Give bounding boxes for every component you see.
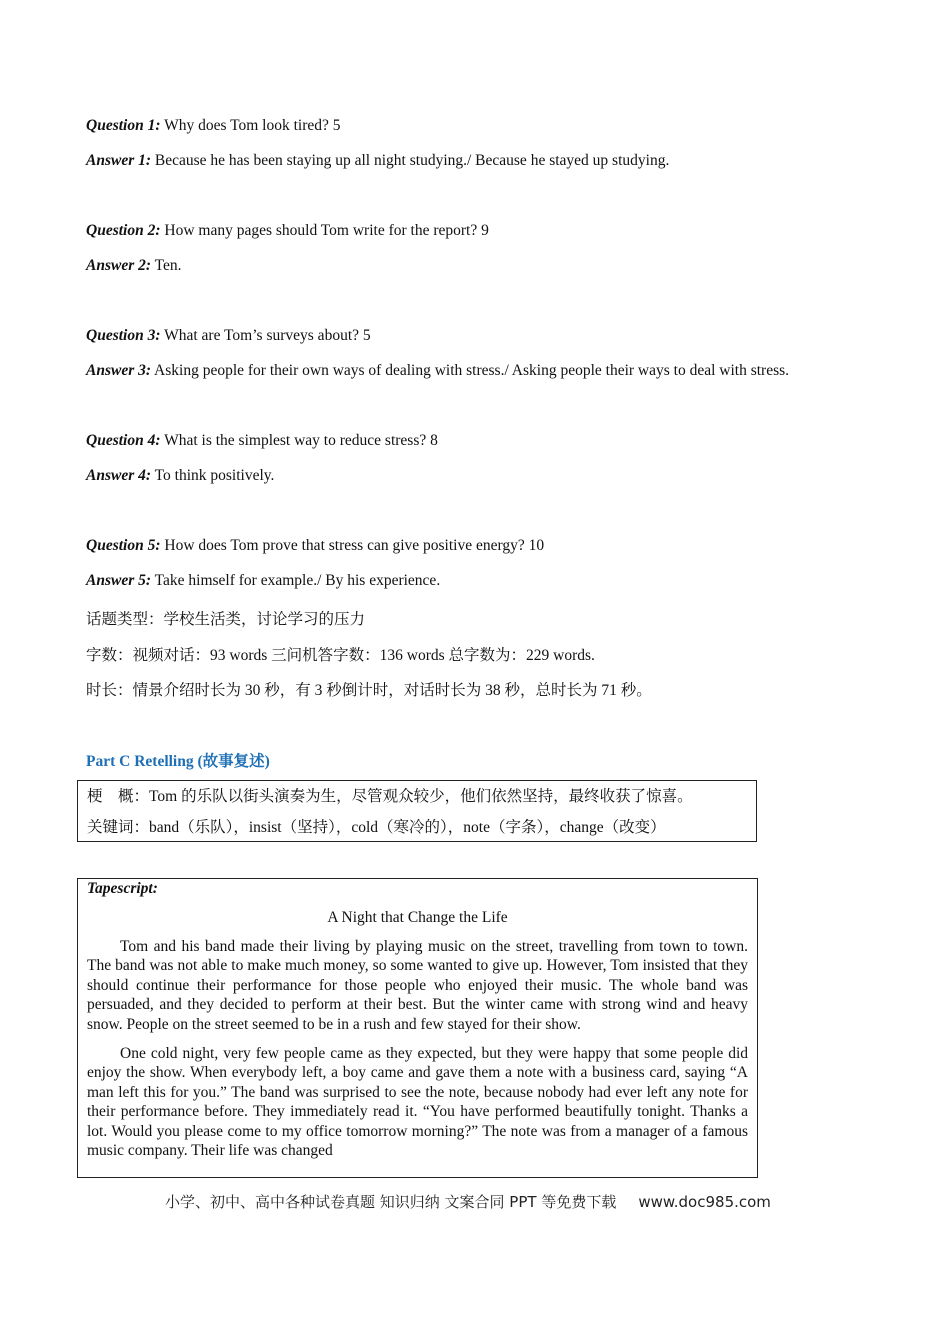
- answer-label: Answer 2:: [86, 257, 152, 274]
- question-2: [86, 222, 489, 240]
- question-text: Why does Tom look tired? 5: [160, 117, 341, 134]
- answer-5: [86, 572, 440, 590]
- answer-text: Asking people for their own ways of dealing with stress./ Asking people their ways to deal with stress.: [151, 362, 790, 379]
- duration: 时长：情景介绍时长为 30 秒，有 3 秒倒计时，对话时长为 38 秒，总时长为 71 秒。: [86, 682, 652, 699]
- answer-4: [86, 467, 274, 485]
- question-text: What are Tom’s surveys about? 5: [160, 327, 371, 344]
- question-3: [86, 327, 371, 345]
- summary-box: [77, 780, 757, 842]
- tapescript-paragraph: Tom and his band made their living by playing music on the street, travelling from town to town. The band was not able to make much money, so some wanted to give up. However, Tom insisted that they should continue their performance for those people who enjoyed their music. The whole band was persuaded, and they decided to perform at their best. But the winter came with strong wind and heavy snow. People on the street seemed to be in a rush and few stayed for their show.: [87, 938, 748, 1033]
- tapescript-box: [77, 878, 758, 1178]
- answer-text: Because he has been staying up all night studying./ Because he stayed up studying.: [151, 152, 670, 169]
- question-text: What is the simplest way to reduce stress? 8: [160, 432, 438, 449]
- answer-label: Answer 5:: [86, 572, 152, 589]
- answer-label: Answer 4:: [86, 467, 152, 484]
- answer-text: To think positively.: [151, 467, 275, 484]
- word-count: 字数：视频对话：93 words 三问机答字数：136 words 总字数为：229 words.: [86, 647, 595, 664]
- question-text: How does Tom prove that stress can give positive energy? 10: [160, 537, 545, 554]
- tapescript-title: A Night that Change the Life: [327, 909, 508, 926]
- tapescript-label: Tapescript:: [87, 880, 158, 897]
- answer-label: Answer 3:: [86, 362, 152, 379]
- question-5: [86, 537, 544, 555]
- question-label: Question 2:: [86, 222, 161, 239]
- footer-url[interactable]: www.doc985.com: [638, 1193, 771, 1211]
- question-label: Question 5:: [86, 537, 161, 554]
- answer-3: [86, 362, 789, 380]
- footer-text: 小学、初中、高中各种试卷真题 知识归纳 文案合同 PPT 等免费下载: [165, 1193, 617, 1211]
- question-label: Question 3:: [86, 327, 161, 344]
- question-label: Question 4:: [86, 432, 161, 449]
- answer-text: Take himself for example./ By his experience.: [151, 572, 441, 589]
- question-1: [86, 117, 341, 135]
- question-text: How many pages should Tom write for the report? 9: [160, 222, 489, 239]
- answer-2: [86, 257, 182, 275]
- answer-text: Ten.: [151, 257, 182, 274]
- question-4: [86, 432, 438, 450]
- page-footer: [165, 1191, 771, 1212]
- tapescript-body: [87, 937, 748, 1170]
- answer-1: [86, 152, 669, 170]
- question-label: Question 1:: [86, 117, 161, 134]
- tapescript-paragraph: One cold night, very few people came as they expected, but they were happy that some people did enjoy the show. When everybody left, a boy came and gave them a note with a business card, saying “A man left this for you.” The band was surprised to see the note, because nobody had ever left any note for their performance before. They immediately read it. “You have performed beautifully tonight. Thanks a lot. Would you please come to my office tomorrow morning?” The note was from a manager of a famous music company. Their life was changed: [87, 1045, 748, 1160]
- answer-label: Answer 1:: [86, 152, 152, 169]
- topic-type: 话题类型：学校生活类，讨论学习的压力: [86, 611, 366, 628]
- summary-line: 梗 概：Tom 的乐队以街头演奏为生，尽管观众较少，他们依然坚持，最终收获了惊喜。: [87, 788, 693, 805]
- part-c-heading: Part C Retelling (故事复述): [86, 753, 270, 770]
- keywords-line: 关键词：band（乐队），insist（坚持），cold（寒冷的），note（字条），change（改变）: [87, 819, 666, 836]
